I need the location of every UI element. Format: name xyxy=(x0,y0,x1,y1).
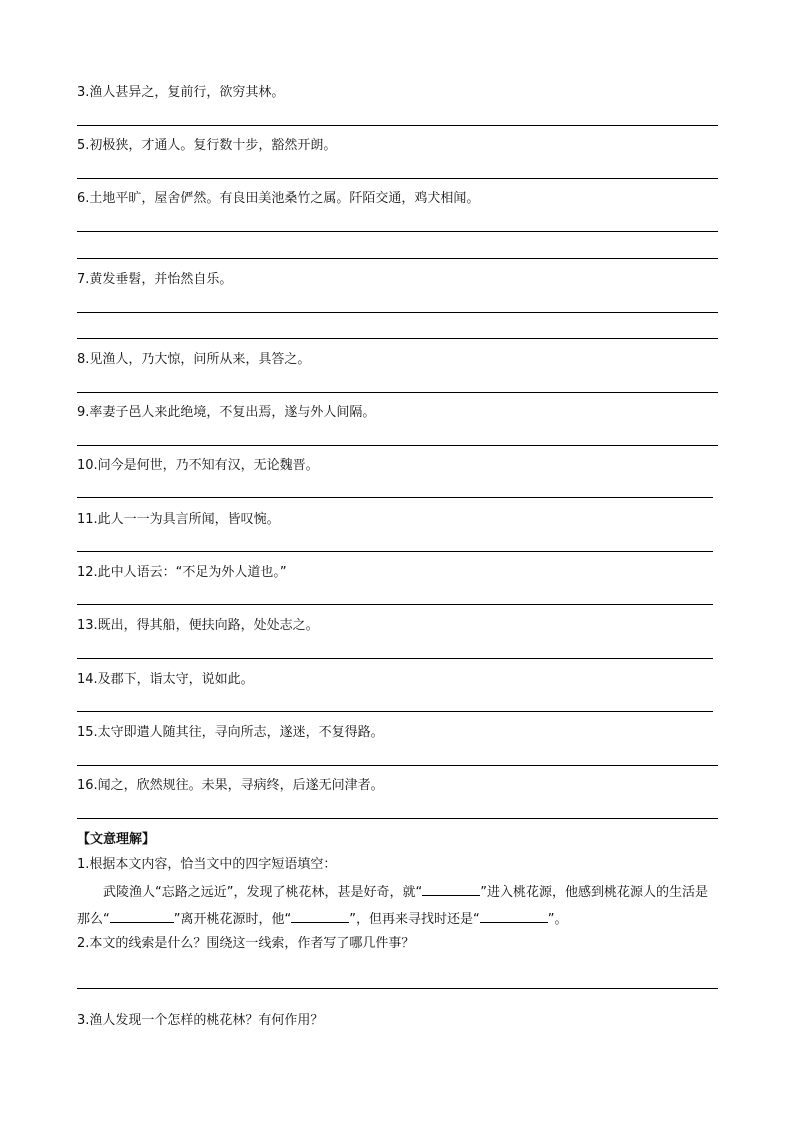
q1-text-5: ”。 xyxy=(547,912,568,927)
item-16: 16.闻之，欣然规往。未果，寻病终，后遂无问津者。 xyxy=(77,778,384,793)
item-7: 7.黄发垂髫，并怡然自乐。 xyxy=(77,272,233,287)
item-13: 13.既出，得其船，便扶向路，处处志之。 xyxy=(77,618,319,633)
answer-line xyxy=(77,658,713,659)
item-11: 11.此人一一为具言所闻，皆叹惋。 xyxy=(77,512,280,527)
fill-blank-3[interactable] xyxy=(291,910,349,923)
answer-line xyxy=(77,392,718,393)
item-9: 9.率妻子邑人来此绝境，不复出焉，遂与外人间隔。 xyxy=(77,405,376,420)
question-1-body xyxy=(77,879,719,933)
answer-line xyxy=(77,178,718,179)
fill-blank-1[interactable] xyxy=(422,883,480,896)
answer-line xyxy=(77,125,718,126)
item-12: 12.此中人语云：“不足为外人道也。” xyxy=(77,565,287,580)
fill-blank-2[interactable] xyxy=(110,910,174,923)
answer-line xyxy=(77,711,713,712)
question-1-prompt: 1.根据本文内容，恰当文中的四字短语填空： xyxy=(77,857,337,872)
answer-line xyxy=(77,818,718,819)
answer-line xyxy=(77,551,713,552)
q1-text-2: ”进入桃花源，他感到桃花源人的生活是那么“ xyxy=(77,885,708,927)
item-8: 8.见渔人，乃大惊，问所从来，具答之。 xyxy=(77,352,311,367)
q1-text-4: ”，但再来寻找时还是“ xyxy=(349,912,480,927)
item-6: 6.土地平旷，屋舍俨然。有良田美池桑竹之属。阡陌交通，鸡犬相闻。 xyxy=(77,191,480,206)
answer-line xyxy=(77,338,718,339)
q1-text-3: ”离开桃花源时，他“ xyxy=(173,912,292,927)
answer-line xyxy=(77,497,713,498)
answer-line xyxy=(77,604,713,605)
item-14: 14.及郡下，诣太守，说如此。 xyxy=(77,672,254,687)
answer-line xyxy=(77,231,718,232)
answer-line xyxy=(77,988,718,989)
section-heading: 【文意理解】 xyxy=(77,832,156,847)
item-5: 5.初极狭，才通人。复行数十步，豁然开朗。 xyxy=(77,138,337,153)
answer-line xyxy=(77,258,718,259)
answer-line xyxy=(77,445,718,446)
item-3: 3.渔人甚异之，复前行，欲穷其林。 xyxy=(77,85,285,100)
fill-blank-4[interactable] xyxy=(480,910,548,923)
question-3: 3.渔人发现一个怎样的桃花林？有何作用？ xyxy=(77,1013,324,1028)
answer-line xyxy=(77,312,718,313)
question-2: 2.本文的线索是什么？围绕这一线索，作者写了哪几件事？ xyxy=(77,936,415,951)
answer-line xyxy=(77,765,718,766)
item-10: 10.问今是何世，乃不知有汉，无论魏晋。 xyxy=(77,458,319,473)
item-15: 15.太守即遣人随其往，寻向所志，遂迷，不复得路。 xyxy=(77,725,384,740)
q1-text-1: 武陵渔人“忘路之远近”，发现了桃花林，甚是好奇，就“ xyxy=(103,885,423,900)
